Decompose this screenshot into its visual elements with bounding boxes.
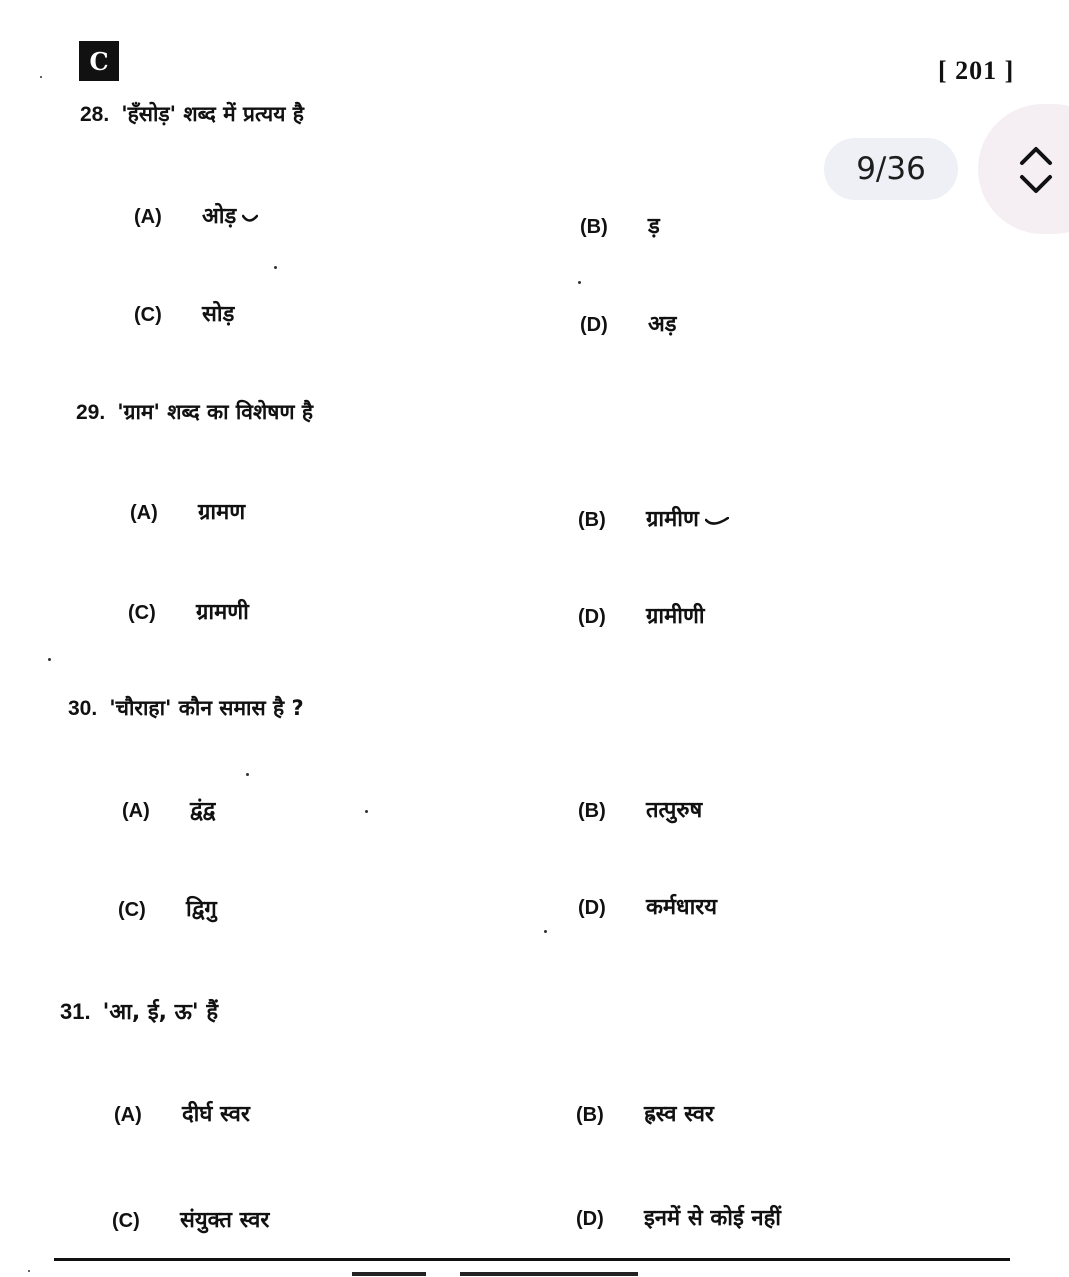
page-bottom-mark [460,1272,638,1276]
option-text: ग्रामण [198,500,246,525]
option-label: (D) [578,897,606,919]
question-text: 'ग्राम' शब्द का विशेषण है [117,400,314,424]
page-code: [ 201 ] [938,56,1015,85]
tick-mark-icon [705,517,729,526]
option-label: (A) [114,1104,142,1126]
question-number: 28. [80,103,110,126]
tick-mark-icon [242,214,258,223]
q29-option-a[interactable] [130,496,245,526]
option-label: (D) [580,314,608,336]
question-29 [76,398,313,426]
option-label: (B) [578,509,606,531]
q31-option-a[interactable] [114,1098,250,1128]
option-text: द्वंद्व [190,798,216,823]
q28-option-b[interactable] [580,210,660,240]
option-label: (A) [130,502,158,524]
option-text: कर्मधारय [646,895,718,920]
option-label: (C) [118,899,146,921]
question-31 [60,996,218,1026]
scan-speck [365,810,368,813]
option-text: इनमें से कोई नहीं [644,1206,782,1231]
scan-speck [246,773,249,776]
option-label: (D) [578,606,606,628]
question-number: 31. [60,999,91,1024]
option-text: सोड़ [202,302,235,327]
q31-option-c[interactable] [112,1204,269,1234]
option-label: (A) [134,206,162,228]
option-text: अड़ [648,312,677,337]
chevron-up-icon[interactable] [1018,143,1054,167]
question-text: 'हँसोड़' शब्द में प्रत्यय है [121,102,304,126]
page-bottom-rule [54,1258,1010,1261]
q30-option-b[interactable] [578,794,702,824]
q31-option-b[interactable] [576,1098,714,1128]
series-badge: C [79,41,119,81]
scan-speck [578,281,581,284]
option-label: (C) [128,602,156,624]
option-label: (C) [112,1210,140,1232]
option-text: द्विगु [186,897,217,922]
q30-option-d[interactable] [578,891,717,921]
scan-speck [544,930,547,933]
page-nav-button[interactable] [978,104,1069,234]
option-label: (C) [134,304,162,326]
scan-speck [40,76,42,78]
question-text: 'आ, ई, ऊ' हैं [102,1000,218,1025]
option-text: तत्पुरुष [646,798,703,823]
chevron-down-icon[interactable] [1018,173,1054,197]
option-text: ओड़ [202,204,237,229]
question-text: 'चौराहा' कौन समास है ? [109,696,304,720]
option-text: संयुक्त स्वर [180,1208,270,1233]
q30-option-c[interactable] [118,893,217,923]
option-text: ग्रामीणी [646,604,705,629]
scan-speck [48,658,51,661]
question-number: 29. [76,401,106,424]
page-indicator: 9/36 [824,138,958,200]
option-label: (D) [576,1208,604,1230]
option-label: (B) [578,800,606,822]
option-label: (A) [122,800,150,822]
option-label: (B) [580,216,608,238]
question-30 [68,694,304,722]
option-text: ह्रस्व स्वर [644,1102,714,1127]
q29-option-b[interactable] [578,503,729,533]
q30-option-a[interactable] [122,794,215,824]
q29-option-d[interactable] [578,600,705,630]
q29-option-c[interactable] [128,596,249,626]
q28-option-c[interactable] [134,298,234,328]
option-label: (B) [576,1104,604,1126]
question-28 [80,100,304,128]
option-text: ग्रामणी [196,600,249,625]
q31-option-d[interactable] [576,1202,781,1232]
option-text: ड़ [648,214,660,239]
page-bottom-mark [352,1272,426,1276]
q28-option-d[interactable] [580,308,677,338]
scan-speck [274,266,277,269]
q28-option-a[interactable] [134,200,258,230]
option-text: ग्रामीण [646,507,699,532]
scan-speck [28,1270,30,1272]
question-number: 30. [68,697,98,720]
option-text: दीर्घ स्वर [182,1102,250,1127]
